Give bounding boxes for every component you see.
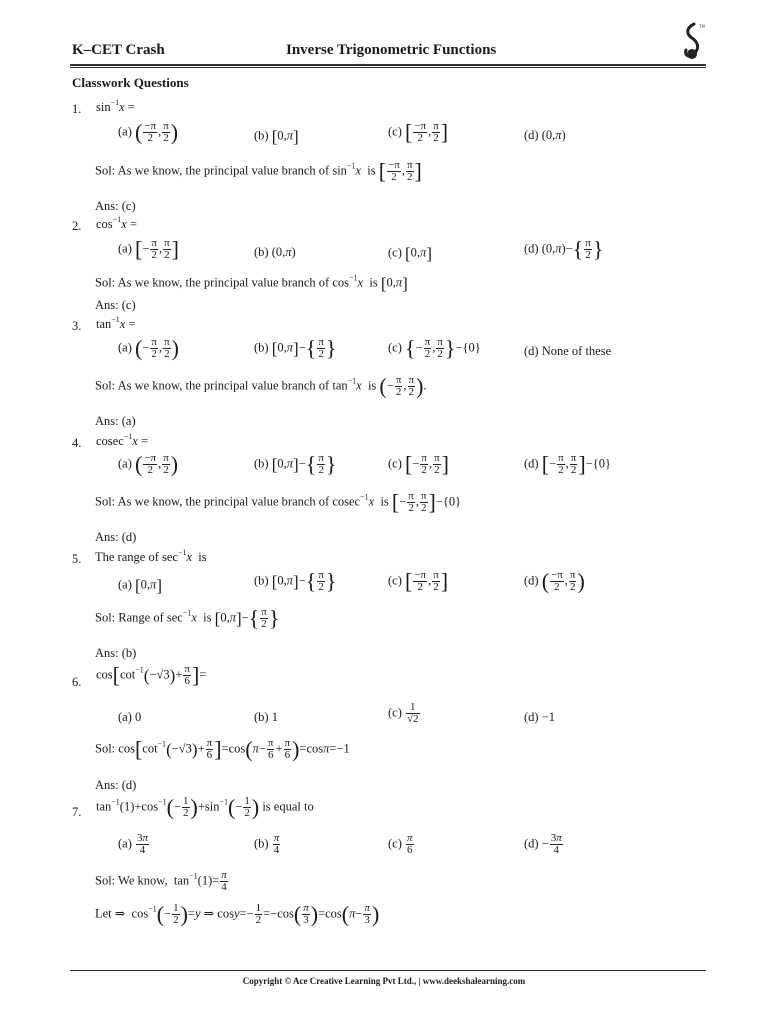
option-b: (b) (0,π) — [254, 245, 296, 259]
solution-step: Let ⇒ $\cos^{-1}(-$ $\frac{1}{2}$ )=y ⇒ cosy=− $\frac{1}{2}$ =−cos( $\frac{\pi}{3}$ )=cos(π− $\frac{\pi}{3}$ ) — [95, 901, 380, 927]
question-number: 5. — [72, 552, 82, 566]
answer: Ans: (c) — [95, 199, 136, 213]
solution: Sol: As we know, the principal value branch of cosec$^{-1}$x is [− $\frac{\pi}{2}$ , $\frac{\pi}{2}$ ]−{0} — [95, 489, 462, 515]
option-label: (d) — [524, 128, 539, 142]
option-label: (c) — [388, 705, 402, 720]
option-a: (a) [− $\frac{\pi}{2}$ , $\frac{\pi}{2}$ ] — [118, 236, 179, 262]
option-c: (c) $\frac{\pi}{6}$ — [388, 832, 413, 856]
svg-text:TM: TM — [699, 24, 705, 29]
option-label: (d) — [524, 573, 539, 588]
solution: Sol: As we know, the principal value branch of $\sin^{-1}x$ is [ $\frac{-\pi}{2}$ , $\frac{\pi}{2}$ ] — [95, 158, 422, 184]
option-label: (c) — [388, 124, 402, 139]
option-c: (c) [0,π] — [388, 244, 432, 263]
page-title: Inverse Trigonometric Functions — [286, 42, 497, 58]
option-label: (b) — [254, 340, 269, 355]
option-c: (c) $\frac{1}{√2}$ — [388, 701, 419, 725]
answer: Ans: (d) — [95, 530, 137, 544]
option-label: (c) — [388, 340, 402, 355]
option-d: (d) (0,π)−{ $\frac{\pi}{2}$ } — [524, 236, 604, 262]
option-b: (b) [0,π]−{ $\frac{\pi}{2}$ } — [254, 335, 337, 361]
footer-rule — [70, 970, 706, 971]
option-label: (d) — [524, 456, 539, 471]
option-d: (d) None of these — [524, 344, 612, 358]
option-b: (b) $\frac{\pi}{4}$ — [254, 832, 280, 856]
question-text: $\tan^{-1}x$ = — [96, 315, 136, 331]
option-label: (c) — [388, 573, 402, 588]
option-b: (b) [0,π]−{ $\frac{\pi}{2}$ } — [254, 568, 337, 594]
answer: Ans: (c) — [95, 298, 136, 312]
option-c: (c) [ $\frac{-\pi}{2}$ , $\frac{\pi}{2}$ ] — [388, 568, 449, 594]
answer: Ans: (d) — [95, 778, 137, 792]
question-number: 7. — [72, 805, 82, 819]
option-label: (b) — [254, 128, 269, 143]
option-label: (a) — [118, 124, 132, 139]
option-d: (d) [− $\frac{\pi}{2}$ , $\frac{\pi}{2}$ ]−{0} — [524, 451, 611, 477]
option-a: (a) ( $\frac{-\pi}{2}$ , $\frac{\pi}{2}$ ) — [118, 451, 179, 477]
question-text: $\cos[\cot^{-1}(-√3)+$ $\frac{\pi}{6}$ ]= — [96, 662, 207, 688]
option-d: (d) − $\frac{3\pi}{4}$ — [524, 832, 562, 856]
option-label: (b) — [254, 573, 269, 588]
option-label: (a) — [118, 456, 132, 471]
question-text: cosec$^{-1}$x = — [96, 432, 149, 448]
option-label: (b) — [254, 245, 269, 259]
option-label: (a) — [118, 836, 132, 851]
option-d: (d) −1 — [524, 710, 555, 724]
option-a: (a) [0,π] — [118, 576, 162, 595]
option-d: (d) (0,π) — [524, 128, 566, 142]
answer: Ans: (a) — [95, 414, 136, 428]
question-text: $\cos^{-1}x$ = — [96, 215, 137, 231]
footer-copyright: Copyright © Ace Creative Learning Pvt Ltd., | www.deekshalearning.com — [242, 976, 526, 986]
option-c: (c) [− $\frac{\pi}{2}$ , $\frac{\pi}{2}$ ] — [388, 451, 449, 477]
option-b: (b) [0,π]−{ $\frac{\pi}{2}$ } — [254, 451, 337, 477]
option-a: (a) $\frac{3\pi}{4}$ — [118, 832, 149, 856]
option-b: (b) 1 — [254, 710, 278, 724]
option-label: (a) — [118, 241, 132, 256]
option-label: (a) — [118, 577, 132, 592]
question-number: 1. — [72, 102, 82, 116]
option-label: (c) — [388, 456, 402, 471]
solution: Sol: We know, $\tan^{-1}(1)=$ $\frac{\pi}{4}$ — [95, 869, 227, 893]
option-a: (a) 0 — [118, 710, 142, 724]
solution: Sol: Range of $\sec^{-1}x$ is [0,π]−{ $\frac{\pi}{2}$ } — [95, 605, 280, 631]
option-label: (c) — [388, 836, 402, 851]
option-b: (b) [0,π] — [254, 127, 299, 146]
option-label: (b) — [254, 456, 269, 471]
option-label: (d) — [524, 241, 539, 256]
option-c: (c) {− $\frac{\pi}{2}$ , $\frac{\pi}{2}$ }−{0} — [388, 335, 481, 361]
question-number: 2. — [72, 219, 82, 233]
solution: Sol: As we know, the principal value branch of $\cos^{-1}x$ is [0,π] — [95, 273, 408, 293]
question-number: 6. — [72, 675, 82, 689]
option-d: (d) ( $\frac{-\pi}{2}$ , $\frac{\pi}{2}$ ) — [524, 568, 585, 594]
question-text: $\sin^{-1}x$ = — [96, 98, 135, 114]
solution: Sol: As we know, the principal value branch of $\tan^{-1}x$ is (− $\frac{\pi}{2}$ , $\frac{\pi}{2}$ ). — [95, 373, 427, 399]
section-title: Classwork Questions — [72, 75, 189, 90]
option-label: (d) — [524, 836, 539, 851]
solution: Sol: $\cos[\cot^{-1}(-√3)+$ $\frac{\pi}{6}$ ]=cos(π− $\frac{\pi}{6}$ + $\frac{\pi}{6}$ )=cosπ=−1 — [95, 736, 350, 762]
header-rule — [70, 64, 706, 66]
header-rule-secondary — [70, 67, 706, 68]
question-text: $\tan^{-1}(1)+\cos^{-1}(-$ $\frac{1}{2}$ )$+\sin^{-1}(-$ $\frac{1}{2}$ ) is equal to — [96, 794, 314, 820]
question-text: The range of $\sec^{-1}x$ is — [95, 548, 207, 564]
question-number: 3. — [72, 319, 82, 333]
logo-icon — [680, 22, 704, 62]
option-c: (c) [ $\frac{-\pi}{2}$ , $\frac{\pi}{2}$ ] — [388, 119, 449, 145]
option-label: (c) — [388, 245, 402, 260]
option-a: (a) (− $\frac{\pi}{2}$ , $\frac{\pi}{2}$ ) — [118, 335, 179, 361]
option-label: (b) — [254, 836, 269, 851]
option-a: (a) ( $\frac{-\pi}{2}$ , $\frac{\pi}{2}$ ) — [118, 119, 179, 145]
answer: Ans: (b) — [95, 646, 137, 660]
option-label: (a) — [118, 340, 132, 355]
header-left: K–CET Crash — [72, 42, 165, 58]
question-number: 4. — [72, 436, 82, 450]
